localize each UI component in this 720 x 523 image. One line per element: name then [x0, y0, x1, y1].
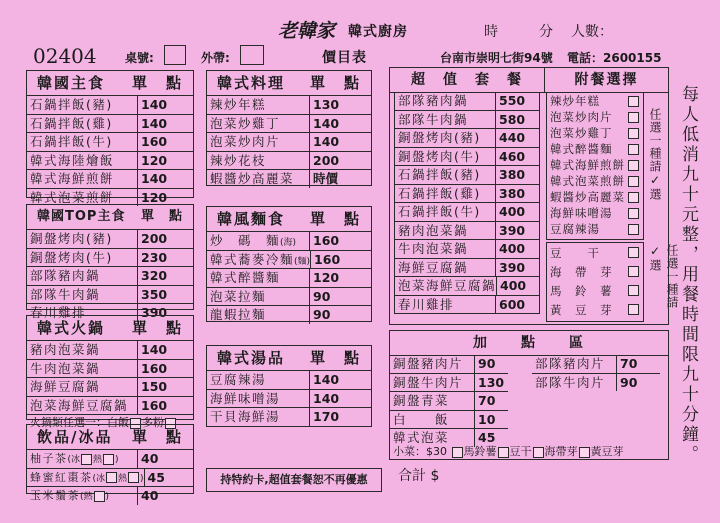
small-dish-label: 海帶芽: [544, 445, 578, 458]
small-dish-checkbox[interactable]: [452, 447, 463, 458]
side-choice-checkbox[interactable]: [628, 208, 639, 219]
table-number-box[interactable]: [164, 45, 186, 65]
item-name: 豬肉泡菜鍋: [27, 341, 138, 359]
takeout-label: 外帶:: [201, 51, 230, 65]
noodles-section: [206, 206, 372, 322]
iced-checkbox[interactable]: [81, 454, 92, 465]
menu-item-row[interactable]: [395, 166, 539, 185]
menu-item-row[interactable]: [207, 269, 371, 288]
menu-item-row[interactable]: [27, 230, 193, 249]
menu-item-row[interactable]: [27, 170, 193, 189]
item-name: 牛肉泡菜鍋: [27, 360, 138, 378]
menu-item-row[interactable]: [27, 267, 193, 286]
menu-item-row[interactable]: [395, 296, 539, 314]
side-choice-label: 馬 鈴 薯: [550, 283, 613, 298]
item-price: 90: [313, 288, 331, 304]
side-choice-item[interactable]: [547, 205, 643, 221]
drink-name: [27, 450, 138, 468]
note-text-2: 多粉: [142, 416, 164, 429]
small-dish-checkbox[interactable]: [579, 447, 590, 458]
hot-checkbox[interactable]: [103, 454, 114, 465]
menu-item-row[interactable]: [207, 133, 371, 152]
item-price: 400: [499, 241, 526, 256]
side-choices-title: 附餐選擇: [574, 72, 639, 88]
side-choice-item[interactable]: [547, 262, 643, 281]
item-name: 石鍋拌飯(牛): [27, 133, 138, 151]
section-title: 韓式火鍋: [37, 319, 106, 337]
item-note: (海): [280, 238, 297, 248]
drink-row[interactable]: [27, 469, 193, 488]
item-name: 銅盤烤肉(豬): [27, 230, 138, 248]
side-choice-label: 韓式醉醬麵: [550, 142, 613, 156]
add-ons-section: [389, 330, 669, 460]
side-choice-item[interactable]: [547, 173, 643, 189]
item-price: 120: [141, 189, 168, 205]
item-price: 45: [478, 430, 496, 445]
item-name: 銅盤烤肉(牛): [395, 148, 496, 166]
item-price: 90: [313, 307, 331, 322]
order-number: 02404: [33, 44, 97, 68]
menu-item-row[interactable]: [390, 355, 508, 374]
item-price: 90: [478, 356, 496, 371]
side-choice-item[interactable]: [547, 157, 643, 173]
side-choices-group2: [546, 242, 644, 322]
item-price: 320: [141, 268, 168, 283]
item-name: 辣炒年糕: [207, 96, 310, 114]
phone: 電話：2600155: [567, 51, 662, 65]
menu-item-row[interactable]: [395, 222, 539, 241]
side-choice-label: 泡菜炒雞丁: [550, 126, 613, 140]
section-title: 韓風麵食: [217, 210, 286, 228]
item-name: 龍蝦拉麵: [207, 306, 310, 324]
side-choice-checkbox[interactable]: [628, 224, 639, 235]
side-choice-item[interactable]: [547, 141, 643, 157]
item-price: 120: [141, 152, 168, 168]
note-text: 火鍋類任選一：白飯: [30, 416, 129, 429]
add-ons-title: 加 點 區: [473, 335, 585, 351]
drink-label: 柚子茶: [30, 452, 68, 465]
item-name: 海鮮豆腐鍋: [27, 378, 138, 396]
item-price: 390: [499, 259, 526, 275]
menu-item-row[interactable]: [395, 148, 539, 167]
total-label: 合計 $: [398, 468, 440, 484]
drink-row[interactable]: [27, 487, 193, 505]
item-name: 部隊牛肉鍋: [395, 111, 496, 129]
menu-item-row[interactable]: [27, 360, 193, 379]
small-dish-label: 小菜：$30: [393, 445, 447, 458]
side-choice-item[interactable]: [547, 109, 643, 125]
value-sets-section: [389, 67, 679, 325]
paren: (: [80, 492, 84, 502]
item-note: (麵): [294, 256, 311, 267]
item-price: 170: [313, 409, 340, 424]
item-name: 蝦醬炒高麗菜: [207, 170, 310, 188]
item-price: 160: [141, 360, 168, 376]
hot-checkbox[interactable]: [128, 472, 139, 483]
item-name: 部隊豬肉片: [532, 355, 617, 373]
side-choice-label: 海鮮味噌湯: [550, 206, 613, 220]
item-name: 泡菜海鮮豆腐鍋: [395, 277, 497, 295]
item-name: 辣炒花枝: [207, 152, 310, 170]
iced-option: (冰: [92, 473, 106, 484]
item-price: 140: [141, 171, 168, 186]
section-title: 韓國主食: [37, 74, 106, 92]
takeout-box[interactable]: [240, 45, 264, 65]
side-choice-checkbox[interactable]: [628, 96, 639, 107]
item-name: 石鍋拌飯(豬): [395, 166, 496, 184]
side-choice-checkbox[interactable]: [628, 266, 639, 277]
paren: ): [105, 492, 110, 502]
item-name: 石鍋拌飯(雞): [395, 185, 496, 203]
price-header: 單 點: [309, 349, 361, 367]
side-choice-item[interactable]: [547, 125, 643, 141]
drink-price: 45: [147, 469, 165, 485]
item-price: 200: [141, 231, 168, 246]
side-choice-checkbox[interactable]: [628, 176, 639, 187]
item-name: 石鍋拌飯(雞): [27, 115, 138, 133]
item-price: 580: [499, 111, 526, 127]
menu-item-row[interactable]: [207, 408, 371, 426]
item-name: 泡菜拉麵: [207, 288, 310, 306]
soups-section: [206, 345, 372, 427]
minimum-charge-note: 每人低消九十元整，用餐時間限九十分鐘。: [678, 85, 698, 465]
item-name: 泡菜海鮮豆腐鍋: [27, 397, 138, 415]
small-dish-label: 豆干: [509, 445, 532, 458]
price-header: 單 點: [131, 74, 183, 92]
side-choice-item[interactable]: [547, 189, 643, 205]
side-choice-item[interactable]: [547, 221, 643, 237]
side-group1-note: 任選一種請✓選: [648, 108, 662, 201]
small-dish-checkbox[interactable]: [533, 447, 544, 458]
menu-item-row[interactable]: [395, 277, 539, 296]
item-price: 140: [141, 342, 168, 357]
item-name: 豆腐辣湯: [207, 371, 310, 389]
item-name: 干貝海鮮湯: [207, 408, 310, 426]
korean-mains-section: [26, 70, 194, 205]
item-name: 銅盤青菜: [390, 392, 475, 410]
menu-item-row[interactable]: [207, 251, 371, 270]
menu-item-row[interactable]: [395, 185, 539, 204]
menu-item-row[interactable]: [27, 378, 193, 397]
restaurant-subtitle: 韓式廚房: [348, 24, 408, 40]
item-price: 380: [499, 167, 526, 182]
item-price: 550: [499, 93, 526, 108]
price-header: 單 點: [131, 428, 183, 446]
item-price: 120: [313, 270, 340, 285]
menu-item-row[interactable]: [207, 288, 371, 307]
small-dish-label: 馬鈴薯: [463, 445, 497, 458]
side-choice-checkbox[interactable]: [628, 247, 639, 258]
menu-item-row[interactable]: [27, 115, 193, 134]
brand-logo: 老韓家: [278, 20, 336, 42]
item-name: 泡菜炒雞丁: [207, 115, 310, 133]
item-name: 部隊豬肉鍋: [395, 92, 496, 110]
item-name: 韓式蕎麥冷麵(麵): [207, 251, 311, 269]
korean-dishes-section: [206, 70, 372, 186]
menu-item-row[interactable]: [395, 240, 539, 259]
section-title: 飲品/冰品: [37, 428, 113, 446]
menu-item-row[interactable]: [395, 111, 539, 130]
menu-item-row[interactable]: [27, 286, 193, 305]
item-price: 200: [313, 152, 340, 168]
menu-item-row[interactable]: [207, 96, 371, 115]
item-price: 10: [478, 411, 496, 427]
item-price: 400: [500, 278, 527, 293]
item-name: 部隊牛肉片: [532, 374, 617, 392]
menu-item-row[interactable]: [207, 371, 371, 390]
small-dish-label: 黃豆芽: [590, 445, 624, 458]
item-name: 海鮮味噌湯: [207, 390, 310, 408]
menu-item-row[interactable]: [395, 259, 539, 278]
hot-option: 熱: [83, 492, 93, 502]
price-header: 單 點: [131, 319, 183, 337]
hotpot-section: [26, 315, 194, 429]
side-choice-checkbox[interactable]: [628, 192, 639, 203]
item-name: 春川雞排: [27, 304, 138, 322]
address: 台南市崇明七街94號: [440, 51, 553, 65]
time-label: 時: [484, 24, 498, 40]
price-header: 單 點: [140, 209, 183, 224]
item-price: 140: [313, 115, 340, 131]
side-choice-item[interactable]: [547, 300, 643, 319]
item-name: 豬肉泡菜鍋: [395, 222, 496, 240]
menu-item-row[interactable]: [207, 115, 371, 134]
section-title: 韓國TOP主食: [37, 209, 126, 224]
menu-item-row[interactable]: [395, 92, 539, 111]
menu-item-row[interactable]: [27, 96, 193, 115]
item-price: 130: [478, 374, 505, 390]
item-name: 韓式海鮮煎餅: [27, 170, 138, 188]
side-choice-label: 海 帶 芽: [550, 264, 613, 279]
table-label: 桌號:: [125, 51, 154, 65]
drink-price: 40: [141, 488, 159, 503]
side-choice-label: 辣炒年糕: [550, 94, 600, 108]
item-price: 230: [141, 249, 168, 265]
item-name: 石鍋拌飯(牛): [395, 203, 496, 221]
korean-top-section: [26, 204, 194, 320]
item-price: 140: [313, 134, 340, 149]
price-header: 單 點: [309, 74, 361, 92]
item-price: 160: [141, 397, 168, 413]
item-name: 銅盤豬肉片: [390, 355, 475, 373]
hot-option: 熱: [118, 473, 128, 484]
menu-item-row[interactable]: [395, 203, 539, 222]
item-name: 泡菜炒肉片: [207, 133, 310, 151]
item-price: 400: [499, 204, 526, 219]
item-name: 白 飯: [390, 411, 475, 429]
menu-item-row[interactable]: [390, 374, 508, 393]
side-choice-item[interactable]: [547, 243, 643, 262]
drink-price: 40: [141, 451, 159, 466]
side-choices-group1: [546, 92, 644, 240]
item-price: 160: [313, 233, 340, 248]
hot-checkbox[interactable]: [94, 491, 105, 502]
side-choice-label: 韓式海鮮煎餅: [550, 158, 625, 172]
paren: ): [140, 473, 144, 484]
drink-name: [27, 487, 138, 505]
item-price: 160: [314, 251, 341, 267]
section-title: 韓式料理: [217, 74, 286, 92]
item-price: 140: [313, 390, 340, 406]
menu-item-row[interactable]: [27, 133, 193, 152]
item-name: 韓式泡菜煎餅: [27, 189, 138, 207]
menu-item-row[interactable]: [27, 152, 193, 171]
menu-item-row[interactable]: [532, 355, 660, 374]
side-choice-item[interactable]: [547, 93, 643, 109]
item-name: 石鍋拌飯(豬): [27, 96, 138, 114]
item-price: 90: [620, 374, 638, 390]
item-price: 440: [499, 130, 526, 145]
menu-item-row[interactable]: [207, 152, 371, 171]
item-price: 160: [141, 134, 168, 149]
item-name: 銅盤牛肉片: [390, 374, 475, 392]
item-name: 銅盤烤肉(牛): [27, 249, 138, 267]
side-choice-checkbox[interactable]: [628, 112, 639, 123]
item-price: 350: [141, 286, 168, 302]
drink-label: 蜂蜜紅棗茶: [30, 470, 93, 484]
drink-name: [27, 469, 145, 487]
menu-item-row[interactable]: [207, 390, 371, 409]
item-price: 140: [313, 372, 340, 387]
item-name: 春川雞排: [395, 296, 496, 314]
item-price: 390: [141, 305, 168, 320]
item-price: 150: [141, 379, 168, 394]
side-choice-label: 豆 干: [550, 245, 600, 260]
side-choice-checkbox[interactable]: [628, 144, 639, 155]
price-list-title: 價目表: [322, 50, 367, 66]
menu-item-row[interactable]: [395, 129, 539, 148]
menu-item-row[interactable]: [207, 232, 371, 251]
side-choice-item[interactable]: [547, 281, 643, 300]
item-price: 70: [478, 393, 496, 408]
item-price: 70: [620, 356, 638, 371]
item-price: 130: [313, 97, 340, 112]
iced-option: (冰: [67, 455, 81, 465]
item-name: 韓式海陸燴飯: [27, 152, 138, 170]
item-name: 海鮮豆腐鍋: [395, 259, 496, 277]
side-group2-note: 任選一種請✓選: [648, 244, 679, 309]
item-name: 部隊牛肉鍋: [27, 286, 138, 304]
drink-label: 玉米鬚茶: [30, 489, 80, 502]
drink-row[interactable]: [27, 450, 193, 469]
item-name: 炒 碼 麵(海): [207, 232, 310, 250]
value-sets-title: 超 值 套 餐: [390, 68, 545, 92]
item-name: 韓式泡菜: [390, 429, 475, 447]
special-card-note: 持特約卡,超值套餐恕不再優惠: [206, 468, 382, 492]
drinks-section: [26, 424, 194, 503]
price-header: 單 點: [309, 210, 361, 228]
side-choice-checkbox[interactable]: [628, 304, 639, 315]
side-choice-label: 泡菜炒肉片: [550, 110, 613, 124]
item-price: 380: [499, 185, 526, 201]
item-name: 部隊豬肉鍋: [27, 267, 138, 285]
side-choice-checkbox[interactable]: [628, 160, 639, 171]
side-choice-label: 蝦醬炒高麗菜: [550, 190, 625, 204]
menu-item-row[interactable]: [532, 374, 660, 392]
paren: ): [115, 455, 119, 465]
item-name: 牛肉泡菜鍋: [395, 240, 496, 258]
item-price: 時價: [313, 171, 339, 186]
side-choice-checkbox[interactable]: [628, 285, 639, 296]
section-title: 韓式湯品: [217, 349, 286, 367]
menu-item-row[interactable]: [390, 411, 508, 430]
item-price: 390: [499, 222, 526, 238]
hot-option: 熱: [93, 455, 103, 465]
item-name: 銅盤烤肉(豬): [395, 129, 496, 147]
minute-label: 分: [539, 24, 553, 40]
iced-checkbox[interactable]: [106, 472, 117, 483]
item-price: 140: [141, 115, 168, 131]
menu-item-row[interactable]: [27, 249, 193, 268]
side-choice-label: 豆腐辣湯: [550, 222, 600, 236]
people-label: 人數：: [571, 24, 613, 40]
small-dish-checkbox[interactable]: [498, 447, 509, 458]
item-price: 460: [499, 148, 526, 164]
side-choice-label: 黃 豆 芽: [550, 302, 613, 317]
small-dishes-row: [393, 443, 624, 459]
item-price: 600: [499, 296, 526, 312]
menu-item-row[interactable]: [27, 341, 193, 360]
item-name: 韓式醉醬麵: [207, 269, 310, 287]
side-choice-checkbox[interactable]: [628, 128, 639, 139]
menu-item-row[interactable]: [27, 397, 193, 415]
menu-item-row[interactable]: [207, 170, 371, 188]
menu-item-row[interactable]: [390, 392, 508, 411]
item-price: 140: [141, 97, 168, 112]
menu-item-row[interactable]: [207, 306, 371, 324]
side-choice-label: 韓式泡菜煎餅: [550, 174, 625, 188]
